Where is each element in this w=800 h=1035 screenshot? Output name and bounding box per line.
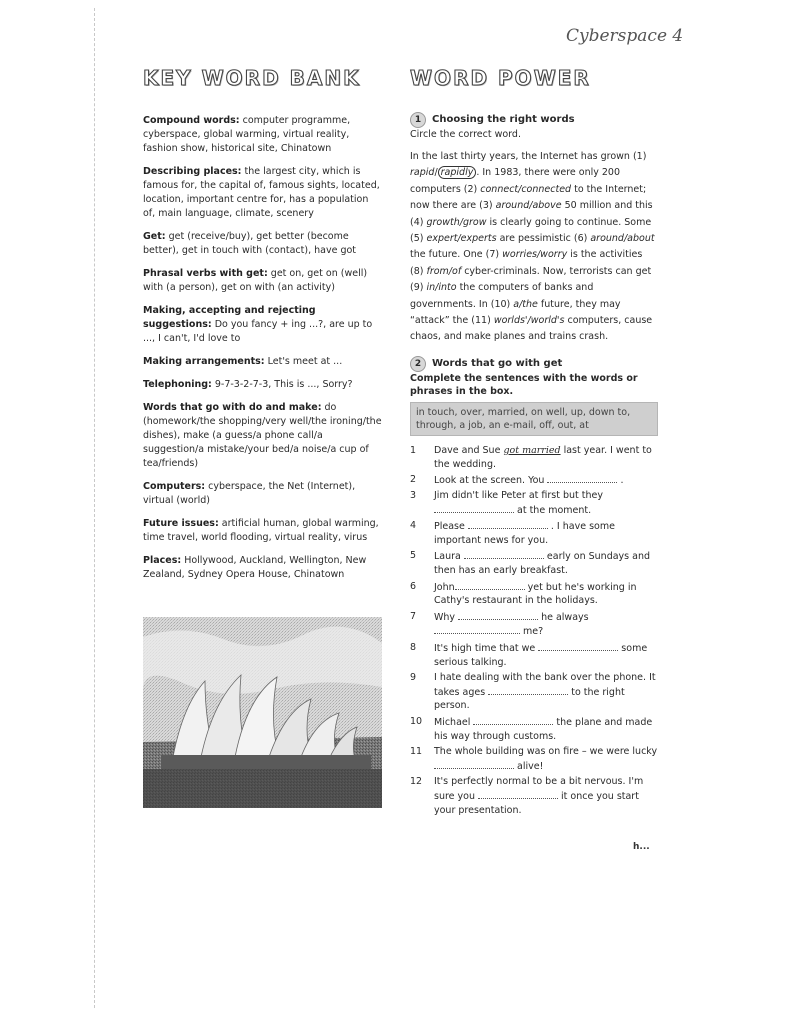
exercise-text-segment: he always <box>538 611 589 623</box>
answer-blank <box>538 641 618 651</box>
entry-describing-places <box>143 165 383 221</box>
exercise-text <box>434 580 658 609</box>
word-option: from/of <box>426 265 462 277</box>
word-box: in touch, over, married, on well, up, down to, through, a job, an e-mail, off, out, at <box>410 402 658 436</box>
entry-label: Phrasal verbs with get: <box>143 268 268 279</box>
entry-label: Describing places: <box>143 166 242 177</box>
exercise-text-segment: Michael <box>434 716 474 728</box>
entry-arrangements <box>143 355 383 369</box>
exercise-item <box>410 549 658 578</box>
section-1-passage <box>410 149 658 346</box>
answer-blank <box>547 473 617 483</box>
word-option: in/into <box>426 282 457 294</box>
exercise-text-segment: It's high time that we <box>434 642 539 654</box>
exercise-item <box>410 775 658 817</box>
entry-phrasal-verbs <box>143 267 383 295</box>
exercise-number: 4 <box>410 520 417 532</box>
word-option: around/about <box>590 233 655 245</box>
exercise-text-segment: It's perfectly normal to be a bit nervous. I'm sure you <box>434 775 644 802</box>
answer-blank <box>478 789 558 799</box>
exercise-item <box>410 610 658 640</box>
corner-mark: h... <box>633 842 650 852</box>
key-word-bank-heading: KEY WORD BANK <box>143 66 361 90</box>
exercise-text-segment: early on Sundays and then has an early breakfast. <box>434 551 651 577</box>
exercise-text <box>434 745 658 774</box>
passage-text: 50 million and this (4) <box>410 200 653 228</box>
entry-do-and-make <box>143 401 383 471</box>
exercise-number: 10 <box>410 715 423 727</box>
word-option: worries/worry <box>502 249 568 261</box>
exercise-number: 11 <box>410 745 423 757</box>
entry-label: Get: <box>143 231 166 242</box>
exercise-item <box>410 580 658 609</box>
answer-blank <box>458 610 538 620</box>
entry-text: get on, get on (well) with (a person), get on with (an activity) <box>143 268 368 293</box>
entry-label: Places: <box>143 555 182 566</box>
exercise-item <box>410 671 658 713</box>
word-option: growth/grow <box>426 216 487 228</box>
entry-text: artificial human, global warming, time travel, world flooding, virtual reality, virus <box>143 518 379 543</box>
exercise-text-segment: it once you start your presentation. <box>434 790 639 816</box>
entry-compound-words <box>143 114 383 156</box>
entry-text: do (homework/the shopping/very well/the ironing/the dishes), make (a guess/a phone call/a suggestion/a mistake/your bed/a noise/a cup of tea/friends) <box>143 402 382 469</box>
section-2-title <box>410 356 658 372</box>
entry-label: Words that go with do and make: <box>143 402 322 413</box>
passage-text: future, they may “attack” the (11) <box>410 298 621 327</box>
exercise-text-segment: Why <box>434 611 459 623</box>
exercise-text-segment: me? <box>520 626 544 638</box>
word-option: connect/connected <box>480 183 572 195</box>
entry-text: Do you fancy + ing ...?, are up to ..., I can't, I'd love to <box>143 319 373 344</box>
exercise-number: 5 <box>410 550 417 562</box>
exercise-item <box>410 489 658 518</box>
entry-suggestions <box>143 304 383 346</box>
passage-text: computers, cause chaos, and make planes and trains crash. <box>410 315 653 343</box>
opera-house-photo <box>143 617 382 808</box>
section-number-badge: 1 <box>410 112 426 128</box>
exercise-text-segment: last year. I went to the wedding. <box>434 444 652 470</box>
exercise-list <box>410 444 658 817</box>
answer-blank <box>455 580 525 590</box>
exercise-text-segment: Look at the screen. You <box>434 474 548 486</box>
exercise-text-segment: Please <box>434 521 468 533</box>
section-number-badge: 2 <box>410 356 426 372</box>
passage-text: cyber-criminals. Now, terrorists can get (9) <box>410 265 652 294</box>
exercise-text-segment: The whole building was on fire – we were lucky <box>434 745 658 757</box>
section-1-title <box>410 112 658 128</box>
answer-blank <box>464 549 544 559</box>
entry-label: Future issues: <box>143 518 219 529</box>
exercise-number: 2 <box>410 473 417 485</box>
entry-future-issues <box>143 517 383 545</box>
answer-blank <box>434 624 520 634</box>
key-word-bank <box>143 114 383 591</box>
running-head: Cyberspace 4 <box>566 26 684 46</box>
margin-line <box>94 8 95 1008</box>
word-power <box>410 112 658 819</box>
exercise-text <box>434 775 658 817</box>
word-option: a/the <box>513 298 538 310</box>
exercise-text-segment: John <box>434 581 455 593</box>
exercise-item <box>410 519 658 548</box>
exercise-text <box>434 489 658 518</box>
passage-text: is the activities (8) <box>410 249 643 277</box>
entry-text: the largest city, which is famous for, the capital of, famous sights, located, location, important centre for, has a population of, main language, climate, scenery <box>143 166 380 219</box>
exercise-text <box>434 519 658 548</box>
exercise-number: 8 <box>410 641 417 653</box>
exercise-text-segment: at the moment. <box>514 505 592 517</box>
passage-text: is clearly going to continue. Some (5) <box>410 216 652 245</box>
exercise-item <box>410 745 658 774</box>
exercise-number: 3 <box>410 490 417 502</box>
word-option: rapid <box>410 167 435 179</box>
exercise-number: 12 <box>410 775 423 787</box>
exercise-text-segment: Jim didn't like Peter at first but they <box>434 490 603 502</box>
passage-text: . In 1983, there were only 200 computers (2) <box>410 167 621 195</box>
exercise-text <box>434 444 658 472</box>
word-option: expert/experts <box>426 233 497 245</box>
section-title-text: Words that go with get <box>432 357 563 369</box>
exercise-text-segment: to the right person. <box>434 686 625 712</box>
exercise-number: 1 <box>410 444 417 456</box>
section-title-text: Choosing the right words <box>432 114 575 125</box>
passage-text: the computers of banks and governments. In (10) <box>410 282 594 310</box>
exercise-number: 6 <box>410 580 417 592</box>
answer-blank <box>473 715 553 725</box>
answer-blank <box>488 685 568 695</box>
answer-blank <box>434 759 514 769</box>
word-option: worlds'/world's <box>493 315 565 327</box>
answer-blank <box>434 503 514 513</box>
entry-text: get (receive/buy), get better (become better), get in touch with (contact), have got <box>143 231 357 256</box>
exercise-text-segment: alive! <box>514 760 544 772</box>
exercise-text <box>434 671 658 713</box>
entry-text: Let's meet at ... <box>264 356 343 367</box>
entry-text: cyberspace, the Net (Internet), virtual (world) <box>143 481 356 506</box>
word-option: around/above <box>495 200 562 212</box>
entry-text: computer programme, cyberspace, global warming, virtual reality, fashion show, historical site, Chinatown <box>143 115 351 154</box>
exercise-text <box>434 473 658 488</box>
exercise-text-segment: . I have some important news for you. <box>434 521 615 547</box>
section-1-instruction: Circle the correct word. <box>410 129 521 140</box>
circled-answer: rapidly <box>438 166 477 179</box>
exercise-text <box>434 641 658 670</box>
entry-label: Making arrangements: <box>143 356 265 367</box>
exercise-item <box>410 641 658 670</box>
exercise-text-segment: the plane and made his way through customs. <box>434 716 653 742</box>
entry-telephoning <box>143 378 383 392</box>
passage-text: the future. One (7) <box>410 249 503 261</box>
word-power-heading: WORD POWER <box>410 66 591 90</box>
handwritten-answer: got married <box>503 444 561 456</box>
exercise-text-segment: some serious talking. <box>434 642 648 668</box>
passage-text: In the last thirty years, the Internet has grown (1) <box>410 151 647 162</box>
exercise-text-segment: I hate dealing with the bank over the phone. It takes ages <box>434 671 656 698</box>
entry-label: Computers: <box>143 481 206 492</box>
entry-get <box>143 230 383 258</box>
exercise-item <box>410 444 658 472</box>
entry-places <box>143 554 383 582</box>
exercise-text <box>434 610 658 640</box>
exercise-text-segment: yet but he's working in Cathy's restaurant in the holidays. <box>434 581 637 607</box>
entry-label: Making, accepting and rejecting suggestions: <box>143 305 316 330</box>
exercise-number: 9 <box>410 671 417 683</box>
exercise-number: 7 <box>410 610 417 622</box>
entry-computers <box>143 480 383 508</box>
entry-text: 9-7-3-2-7-3, This is ..., Sorry? <box>211 379 353 390</box>
passage-text: / <box>434 167 438 179</box>
answer-blank <box>468 519 548 529</box>
exercise-text-segment: Dave and Sue <box>434 444 504 456</box>
exercise-item <box>410 715 658 744</box>
passage-text: are pessimistic (6) <box>496 233 591 245</box>
passage-text: to the Internet; now there are (3) <box>410 183 647 212</box>
exercise-item <box>410 473 658 488</box>
entry-text: Hollywood, Auckland, Wellington, New Zealand, Sydney Opera House, Chinatown <box>143 555 367 580</box>
entry-label: Compound words: <box>143 115 240 126</box>
section-2-instruction: Complete the sentences with the words or phrases in the box. <box>410 372 638 397</box>
exercise-text <box>434 715 658 744</box>
exercise-text <box>434 549 658 578</box>
exercise-text-segment: Laura <box>434 551 464 563</box>
exercise-text-segment: . <box>617 474 624 486</box>
entry-label: Telephoning: <box>143 379 212 390</box>
